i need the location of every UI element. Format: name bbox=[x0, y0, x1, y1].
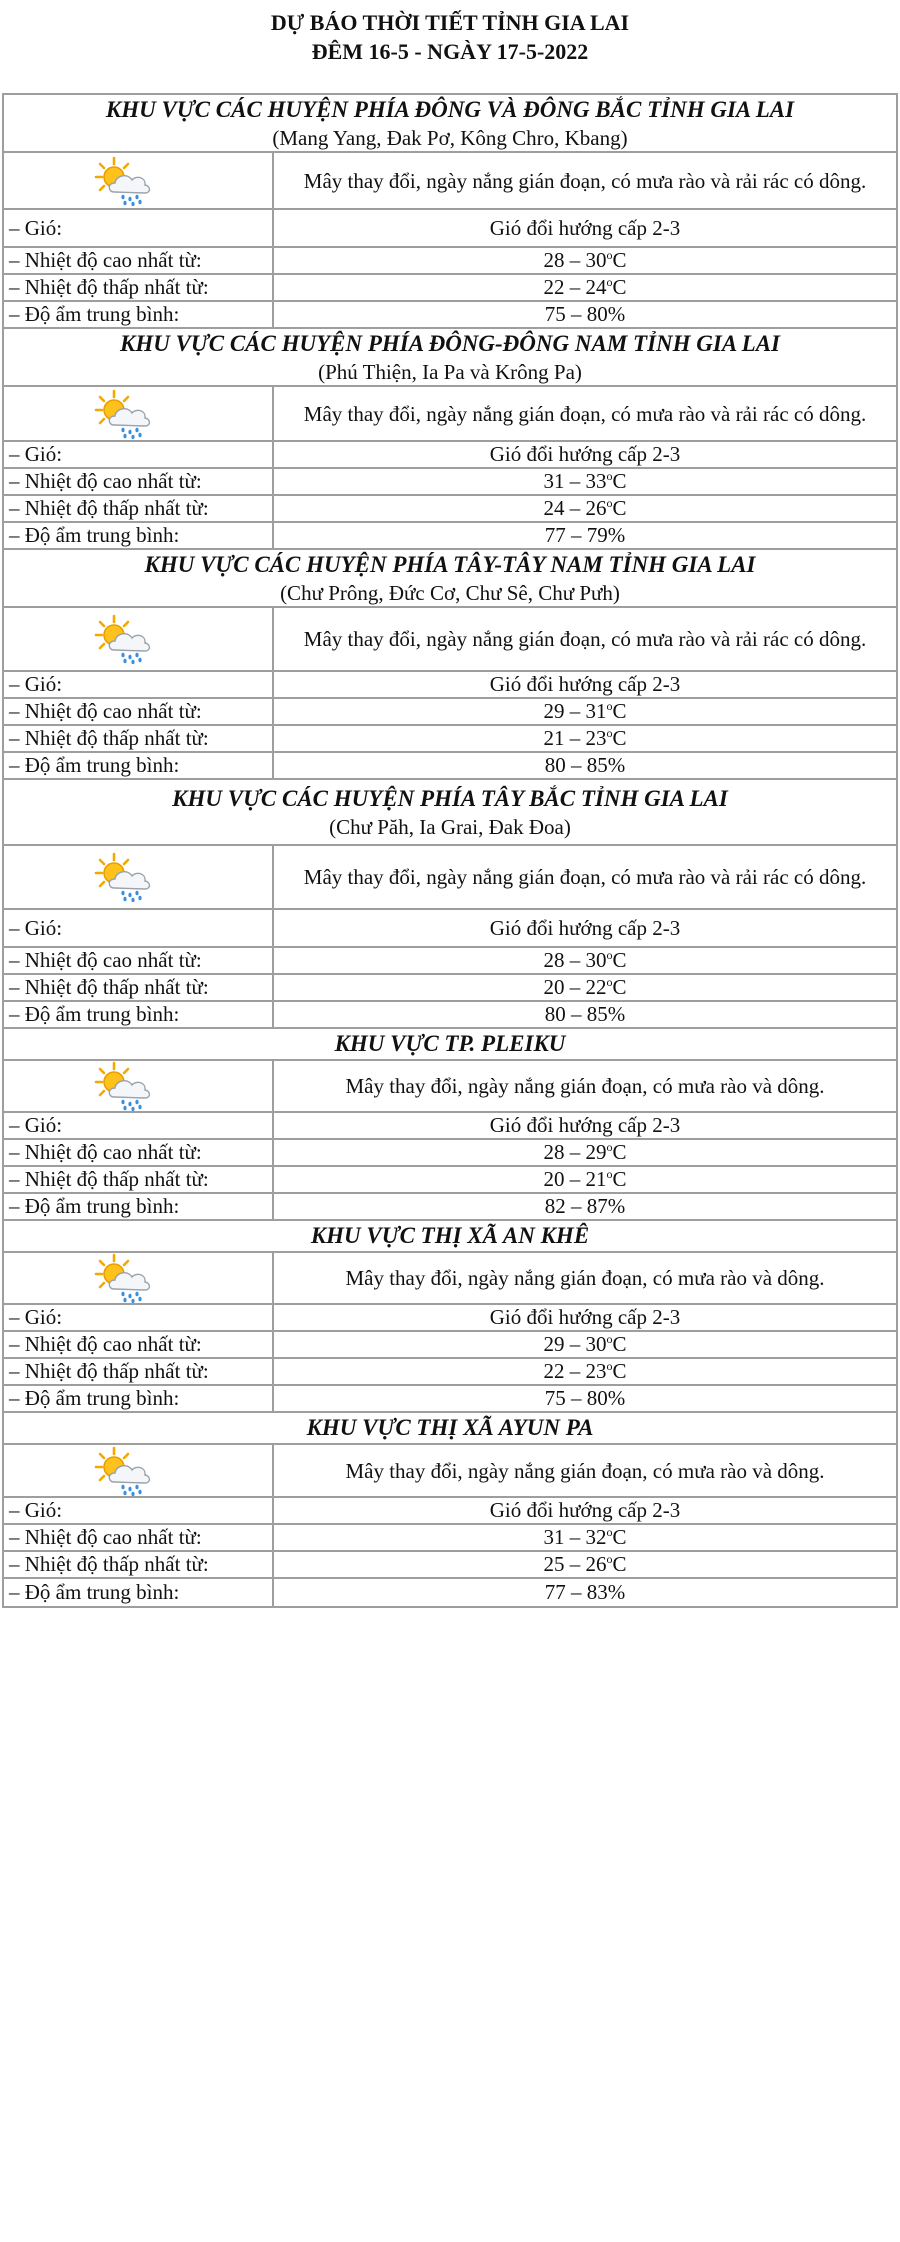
region-title: KHU VỰC CÁC HUYỆN PHÍA TÂY BẮC TỈNH GIA LAI bbox=[172, 786, 728, 811]
region-subtitle: (Chư Păh, Ia Grai, Đak Đoa) bbox=[329, 815, 571, 839]
wind-row bbox=[3, 441, 897, 468]
forecast-title bbox=[0, 8, 900, 66]
humidity-row bbox=[3, 522, 897, 549]
region-title: KHU VỰC CÁC HUYỆN PHÍA ĐÔNG VÀ ĐÔNG BẮC TỈNH GIA LAI bbox=[105, 97, 795, 122]
title-line-1: DỰ BÁO THỜI TIẾT TỈNH GIA LAI bbox=[270, 10, 630, 35]
wind-value: Gió đổi hướng cấp 2-3 bbox=[273, 1497, 897, 1524]
region-header bbox=[3, 328, 897, 386]
tmax-range: 29 – 31 bbox=[543, 699, 607, 723]
tmax-label: – Nhiệt độ cao nhất từ: bbox=[3, 247, 273, 274]
wind-row bbox=[3, 909, 897, 947]
tmin-label: – Nhiệt độ thấp nhất từ: bbox=[3, 495, 273, 522]
temp-unit: C bbox=[612, 1167, 627, 1191]
tmax-value bbox=[273, 1331, 897, 1358]
tmax-label: – Nhiệt độ cao nhất từ: bbox=[3, 1139, 273, 1166]
tmax-range: 31 – 33 bbox=[543, 469, 607, 493]
wind-row bbox=[3, 1304, 897, 1331]
weather-icon-cell bbox=[3, 386, 273, 441]
tmin-range: 25 – 26 bbox=[543, 1552, 607, 1576]
temp-unit: C bbox=[612, 496, 627, 520]
wind-label: – Gió: bbox=[3, 671, 273, 698]
degree-mark: o bbox=[606, 726, 613, 740]
humidity-label: – Độ ẩm trung bình: bbox=[3, 1578, 273, 1607]
weather-icon-cell bbox=[3, 152, 273, 209]
wind-label: – Gió: bbox=[3, 1112, 273, 1139]
tmin-label: – Nhiệt độ thấp nhất từ: bbox=[3, 974, 273, 1001]
temp-unit: C bbox=[612, 1359, 627, 1383]
tmin-value bbox=[273, 1166, 897, 1193]
degree-mark: o bbox=[606, 1140, 613, 1154]
weather-icon-cell bbox=[3, 845, 273, 909]
wind-value: Gió đổi hướng cấp 2-3 bbox=[273, 209, 897, 247]
humidity-row bbox=[3, 752, 897, 779]
humidity-value: 80 – 85% bbox=[273, 1001, 897, 1028]
degree-mark: o bbox=[606, 248, 613, 262]
region-header bbox=[3, 1412, 897, 1444]
weather-icon-cell bbox=[3, 1060, 273, 1112]
weather-row bbox=[3, 152, 897, 209]
tmin-range: 20 – 22 bbox=[543, 975, 607, 999]
tmin-range: 20 – 21 bbox=[543, 1167, 607, 1191]
region-subtitle: (Mang Yang, Đak Pơ, Kông Chro, Kbang) bbox=[272, 126, 628, 150]
humidity-row bbox=[3, 1578, 897, 1607]
tmax-value bbox=[273, 468, 897, 495]
tmax-label: – Nhiệt độ cao nhất từ: bbox=[3, 698, 273, 725]
weather-icon-cell bbox=[3, 607, 273, 671]
wind-label: – Gió: bbox=[3, 909, 273, 947]
degree-mark: o bbox=[606, 1359, 613, 1373]
tmin-label: – Nhiệt độ thấp nhất từ: bbox=[3, 1551, 273, 1578]
wind-value: Gió đổi hướng cấp 2-3 bbox=[273, 441, 897, 468]
humidity-label: – Độ ẩm trung bình: bbox=[3, 752, 273, 779]
region-title: KHU VỰC THỊ XÃ AYUN PA bbox=[306, 1415, 594, 1440]
region-header-row bbox=[3, 1412, 897, 1444]
sun-cloud-rain-icon bbox=[94, 389, 154, 439]
tmin-label: – Nhiệt độ thấp nhất từ: bbox=[3, 725, 273, 752]
wind-row bbox=[3, 209, 897, 247]
weather-row bbox=[3, 845, 897, 909]
humidity-value: 77 – 83% bbox=[273, 1578, 897, 1607]
sun-cloud-rain-icon bbox=[94, 852, 154, 902]
humidity-row bbox=[3, 301, 897, 328]
region-header bbox=[3, 94, 897, 152]
tmax-row bbox=[3, 247, 897, 274]
tmax-value bbox=[273, 947, 897, 974]
weather-row bbox=[3, 607, 897, 671]
tmin-range: 22 – 23 bbox=[543, 1359, 607, 1383]
weather-description: Mây thay đổi, ngày nắng gián đoạn, có mưa rào và dông. bbox=[273, 1252, 897, 1304]
weather-description: Mây thay đổi, ngày nắng gián đoạn, có mưa rào và dông. bbox=[273, 1060, 897, 1112]
tmin-row bbox=[3, 1166, 897, 1193]
tmax-row bbox=[3, 698, 897, 725]
tmin-row bbox=[3, 1551, 897, 1578]
humidity-value: 77 – 79% bbox=[273, 522, 897, 549]
tmax-label: – Nhiệt độ cao nhất từ: bbox=[3, 1524, 273, 1551]
title-line-2: ĐÊM 16-5 - NGÀY 17-5-2022 bbox=[311, 39, 589, 64]
tmin-label: – Nhiệt độ thấp nhất từ: bbox=[3, 274, 273, 301]
tmax-label: – Nhiệt độ cao nhất từ: bbox=[3, 947, 273, 974]
temp-unit: C bbox=[612, 948, 627, 972]
tmin-value bbox=[273, 974, 897, 1001]
tmin-row bbox=[3, 1358, 897, 1385]
sun-cloud-rain-icon bbox=[94, 1446, 154, 1496]
region-header-row bbox=[3, 549, 897, 607]
sun-cloud-rain-icon bbox=[94, 614, 154, 664]
degree-mark: o bbox=[606, 699, 613, 713]
humidity-value: 75 – 80% bbox=[273, 1385, 897, 1412]
region-header bbox=[3, 1028, 897, 1060]
tmax-row bbox=[3, 947, 897, 974]
humidity-label: – Độ ẩm trung bình: bbox=[3, 1385, 273, 1412]
wind-label: – Gió: bbox=[3, 209, 273, 247]
weather-row bbox=[3, 386, 897, 441]
tmin-value bbox=[273, 725, 897, 752]
humidity-value: 82 – 87% bbox=[273, 1193, 897, 1220]
weather-description: Mây thay đổi, ngày nắng gián đoạn, có mưa rào và rải rác có dông. bbox=[273, 386, 897, 441]
region-subtitle: (Phú Thiện, Ia Pa và Krông Pa) bbox=[318, 360, 582, 384]
tmax-value bbox=[273, 247, 897, 274]
region-title: KHU VỰC CÁC HUYỆN PHÍA TÂY-TÂY NAM TỈNH GIA LAI bbox=[144, 552, 756, 577]
wind-value: Gió đổi hướng cấp 2-3 bbox=[273, 1304, 897, 1331]
tmax-label: – Nhiệt độ cao nhất từ: bbox=[3, 468, 273, 495]
wind-value: Gió đổi hướng cấp 2-3 bbox=[273, 909, 897, 947]
weather-description: Mây thay đổi, ngày nắng gián đoạn, có mưa rào và rải rác có dông. bbox=[273, 152, 897, 209]
tmin-value bbox=[273, 1358, 897, 1385]
region-header-row bbox=[3, 1028, 897, 1060]
tmin-label: – Nhiệt độ thấp nhất từ: bbox=[3, 1358, 273, 1385]
wind-value: Gió đổi hướng cấp 2-3 bbox=[273, 671, 897, 698]
sun-cloud-rain-icon bbox=[94, 156, 154, 206]
temp-unit: C bbox=[612, 1140, 627, 1164]
region-title: KHU VỰC TP. PLEIKU bbox=[334, 1031, 566, 1056]
wind-row bbox=[3, 1497, 897, 1524]
forecast-table bbox=[2, 93, 898, 1608]
wind-value: Gió đổi hướng cấp 2-3 bbox=[273, 1112, 897, 1139]
tmin-range: 21 – 23 bbox=[543, 726, 607, 750]
weather-description: Mây thay đổi, ngày nắng gián đoạn, có mưa rào và rải rác có dông. bbox=[273, 845, 897, 909]
region-subtitle: (Chư Prông, Đức Cơ, Chư Sê, Chư Pưh) bbox=[280, 581, 620, 605]
humidity-value: 75 – 80% bbox=[273, 301, 897, 328]
degree-mark: o bbox=[606, 1552, 613, 1566]
humidity-label: – Độ ẩm trung bình: bbox=[3, 1193, 273, 1220]
degree-mark: o bbox=[606, 496, 613, 510]
tmin-row bbox=[3, 274, 897, 301]
tmin-row bbox=[3, 725, 897, 752]
tmax-range: 28 – 30 bbox=[543, 948, 607, 972]
wind-label: – Gió: bbox=[3, 1497, 273, 1524]
tmin-range: 24 – 26 bbox=[543, 496, 607, 520]
region-title: KHU VỰC CÁC HUYỆN PHÍA ĐÔNG-ĐÔNG NAM TỈNH GIA LAI bbox=[120, 331, 780, 356]
region-header-row bbox=[3, 94, 897, 152]
humidity-row bbox=[3, 1193, 897, 1220]
tmax-value bbox=[273, 1139, 897, 1166]
weather-description: Mây thay đổi, ngày nắng gián đoạn, có mưa rào và rải rác có dông. bbox=[273, 607, 897, 671]
temp-unit: C bbox=[612, 469, 627, 493]
wind-row bbox=[3, 1112, 897, 1139]
tmax-row bbox=[3, 1331, 897, 1358]
temp-unit: C bbox=[612, 1552, 627, 1576]
tmin-range: 22 – 24 bbox=[543, 275, 607, 299]
wind-row bbox=[3, 671, 897, 698]
tmax-row bbox=[3, 1524, 897, 1551]
sun-cloud-rain-icon bbox=[94, 1253, 154, 1303]
region-header bbox=[3, 549, 897, 607]
region-header-row bbox=[3, 328, 897, 386]
degree-mark: o bbox=[606, 1525, 613, 1539]
humidity-value: 80 – 85% bbox=[273, 752, 897, 779]
temp-unit: C bbox=[612, 275, 627, 299]
degree-mark: o bbox=[606, 1332, 613, 1346]
temp-unit: C bbox=[612, 726, 627, 750]
tmax-row bbox=[3, 468, 897, 495]
tmax-range: 29 – 30 bbox=[543, 1332, 607, 1356]
region-header bbox=[3, 779, 897, 845]
degree-mark: o bbox=[606, 469, 613, 483]
temp-unit: C bbox=[612, 248, 627, 272]
tmax-range: 28 – 29 bbox=[543, 1140, 607, 1164]
sun-cloud-rain-icon bbox=[94, 1061, 154, 1111]
degree-mark: o bbox=[606, 275, 613, 289]
tmin-value bbox=[273, 495, 897, 522]
humidity-label: – Độ ẩm trung bình: bbox=[3, 301, 273, 328]
weather-row bbox=[3, 1060, 897, 1112]
tmax-value bbox=[273, 698, 897, 725]
weather-description: Mây thay đổi, ngày nắng gián đoạn, có mưa rào và dông. bbox=[273, 1444, 897, 1497]
weather-icon-cell bbox=[3, 1444, 273, 1497]
degree-mark: o bbox=[606, 975, 613, 989]
tmax-range: 31 – 32 bbox=[543, 1525, 607, 1549]
temp-unit: C bbox=[612, 1332, 627, 1356]
tmax-label: – Nhiệt độ cao nhất từ: bbox=[3, 1331, 273, 1358]
degree-mark: o bbox=[606, 1167, 613, 1181]
region-title: KHU VỰC THỊ XÃ AN KHÊ bbox=[310, 1223, 590, 1248]
temp-unit: C bbox=[612, 699, 627, 723]
humidity-label: – Độ ẩm trung bình: bbox=[3, 522, 273, 549]
tmin-label: – Nhiệt độ thấp nhất từ: bbox=[3, 1166, 273, 1193]
tmin-value bbox=[273, 1551, 897, 1578]
wind-label: – Gió: bbox=[3, 441, 273, 468]
tmin-row bbox=[3, 495, 897, 522]
weather-row bbox=[3, 1444, 897, 1497]
tmin-row bbox=[3, 974, 897, 1001]
degree-mark: o bbox=[606, 948, 613, 962]
humidity-row bbox=[3, 1385, 897, 1412]
wind-label: – Gió: bbox=[3, 1304, 273, 1331]
region-header-row bbox=[3, 779, 897, 845]
temp-unit: C bbox=[612, 975, 627, 999]
tmax-value bbox=[273, 1524, 897, 1551]
region-header-row bbox=[3, 1220, 897, 1252]
weather-icon-cell bbox=[3, 1252, 273, 1304]
tmax-row bbox=[3, 1139, 897, 1166]
humidity-row bbox=[3, 1001, 897, 1028]
weather-row bbox=[3, 1252, 897, 1304]
humidity-label: – Độ ẩm trung bình: bbox=[3, 1001, 273, 1028]
temp-unit: C bbox=[612, 1525, 627, 1549]
region-header bbox=[3, 1220, 897, 1252]
tmax-range: 28 – 30 bbox=[543, 248, 607, 272]
tmin-value bbox=[273, 274, 897, 301]
